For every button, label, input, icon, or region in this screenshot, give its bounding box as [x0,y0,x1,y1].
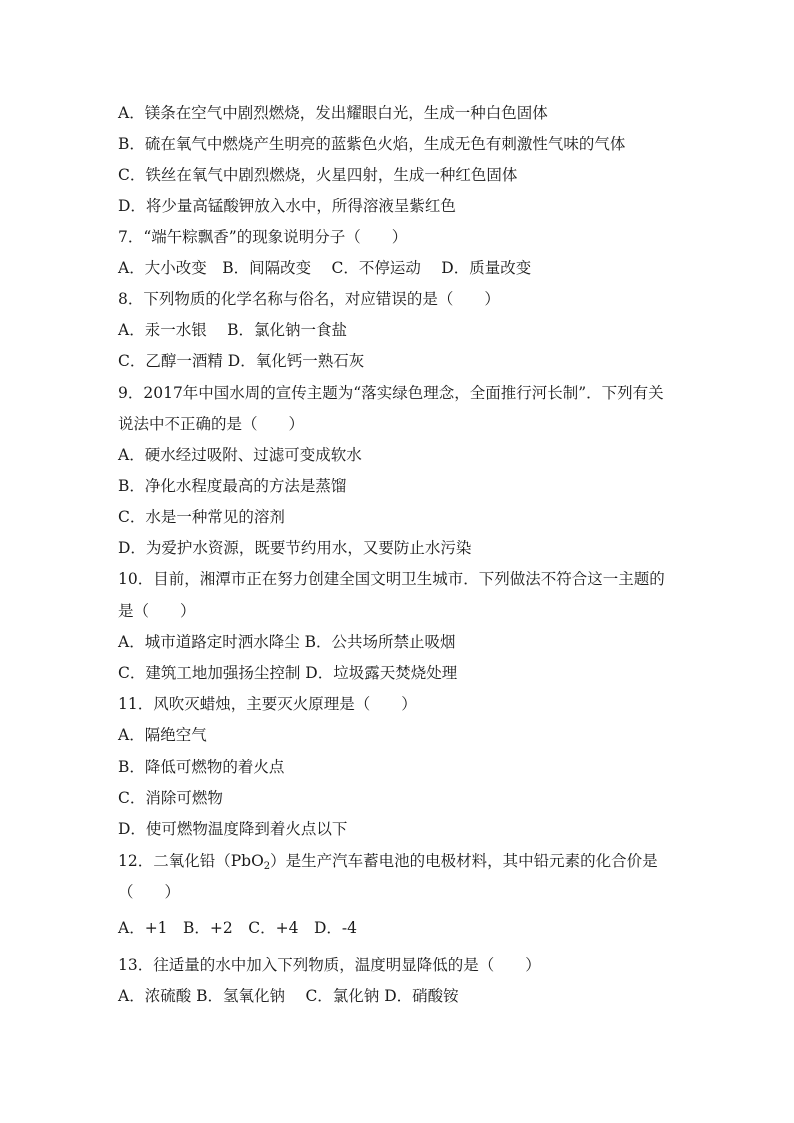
text-line: A．镁条在空气中剧烈燃烧，发出耀眼白光，生成一种白色固体 [118,104,548,122]
question-11-option-b: B．降低可燃物的着火点 [118,758,285,776]
question-12-text-before: 12．二氧化铅（PbO [118,852,264,870]
question-8-options-cd: C．乙醇一酒精 D．氧化钙一熟石灰 [118,352,365,370]
question-10-cont: 是（ ） [118,602,196,620]
question-9-option-c: C．水是一种常见的溶剂 [118,508,285,526]
question-10: 10．目前，湘潭市正在努力创建全国文明卫生城市．下列做法不符合这一主题的 [118,570,665,588]
question-8-options-ab: A．汞一水银 B．氯化钠一食盐 [118,321,348,339]
question-13: 13．往适量的水中加入下列物质，温度明显降低的是（ ） [118,956,541,974]
question-9-option-a: A．硬水经过吸附、过滤可变成软水 [118,446,362,464]
question-10-options-ab: A．城市道路定时洒水降尘 B．公共场所禁止吸烟 [118,633,456,651]
question-9-option-b: B．净化水程度最高的方法是蒸馏 [118,477,347,495]
question-11-option-c: C．消除可燃物 [118,789,223,807]
text-line: D．将少量高锰酸钾放入水中，所得溶液呈紫红色 [118,197,456,215]
question-9-option-d: D．为爱护水资源，既要节约用水，又要防止水污染 [118,539,472,557]
question-9-cont: 说法中不正确的是（ ） [118,415,305,433]
question-11-option-d: D．使可燃物温度降到着火点以下 [118,820,348,838]
question-7: 7．“端午粽飘香”的现象说明分子（ ） [118,228,408,246]
question-12 [118,851,658,871]
question-8: 8．下列物质的化学名称与俗名，对应错误的是（ ） [118,290,500,308]
question-9: 9．2017年中国水周的宣传主题为“落实绿色理念，全面推行河长制”．下列有关 [118,384,664,402]
question-13-options: A．浓硫酸 B．氢氧化钠 C．氯化钠 D．硝酸铵 [118,987,459,1005]
question-7-options: A．大小改变 B．间隔改变 C．不停运动 D．质量改变 [118,259,532,277]
question-12-subscript: 2 [263,861,271,872]
question-10-options-cd: C．建筑工地加强扬尘控制 D．垃圾露天焚烧处理 [118,664,458,682]
question-12-text-after: ）是生产汽车蓄电池的电极材料，其中铅元素的化合价是 [270,852,658,870]
question-11: 11．风吹灭蜡烛，主要灭火原理是（ ） [118,695,417,713]
question-12-cont: （ ） [118,883,181,901]
text-line: B．硫在氧气中燃烧产生明亮的蓝紫色火焰，生成无色有刺激性气味的气体 [118,135,626,153]
text-line: C．铁丝在氧气中剧烈燃烧，火星四射，生成一种红色固体 [118,166,518,184]
question-12-options: A．+1 B．+2 C．+4 D．-4 [118,919,358,937]
question-11-option-a: A．隔绝空气 [118,726,207,744]
